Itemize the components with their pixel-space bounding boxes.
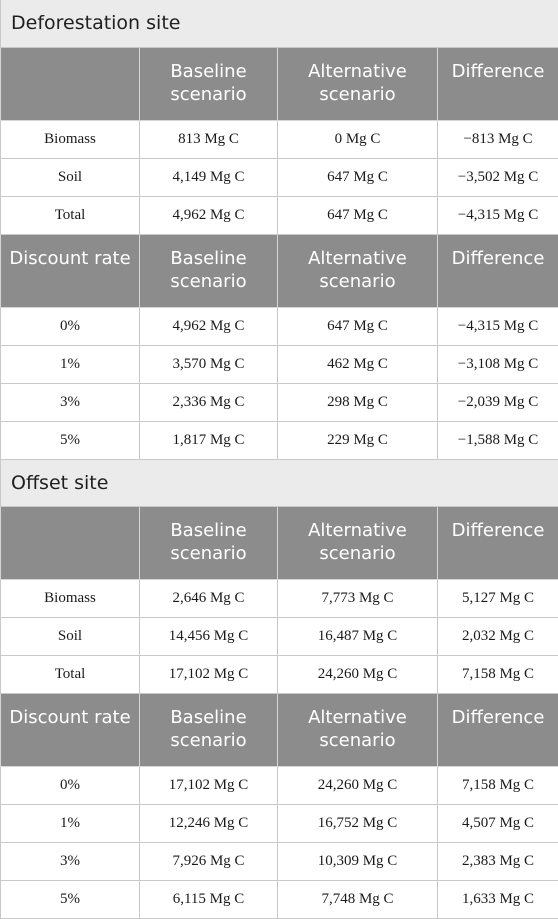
table-cell: 7,158 Mg C [438, 655, 558, 693]
table-cell: 647 Mg C [278, 307, 438, 345]
table-cell: 6,115 Mg C [140, 880, 278, 918]
table-row [1, 880, 558, 918]
table-cell: 2,336 Mg C [140, 383, 278, 421]
row-label: 0% [1, 307, 140, 345]
table-cell: 5,127 Mg C [438, 579, 558, 617]
table-row [1, 655, 558, 693]
table-row [1, 842, 558, 880]
stock-header-row [1, 47, 558, 120]
table-cell: 2,383 Mg C [438, 842, 558, 880]
row-label: Total [1, 196, 140, 234]
table-row [1, 120, 558, 158]
header-cell [1, 506, 140, 579]
table-row [1, 196, 558, 234]
table-cell: 2,032 Mg C [438, 617, 558, 655]
header-cell: Discount rate [1, 693, 140, 766]
table-cell: 3,570 Mg C [140, 345, 278, 383]
table-cell: 24,260 Mg C [278, 655, 438, 693]
header-cell: Alternative scenario [278, 506, 438, 579]
header-cell: Difference [438, 693, 558, 766]
table-cell: 4,149 Mg C [140, 158, 278, 196]
section-title-row [1, 459, 558, 506]
table-cell: 2,646 Mg C [140, 579, 278, 617]
table-row [1, 804, 558, 842]
header-cell [1, 47, 140, 120]
table-cell: 16,752 Mg C [278, 804, 438, 842]
row-label: Biomass [1, 579, 140, 617]
section-title-row [1, 0, 558, 47]
header-cell: Alternative scenario [278, 47, 438, 120]
table-cell: 229 Mg C [278, 421, 438, 459]
table-cell: 17,102 Mg C [140, 655, 278, 693]
table-cell: 4,507 Mg C [438, 804, 558, 842]
table-cell: 12,246 Mg C [140, 804, 278, 842]
stock-header-row [1, 506, 558, 579]
table-cell: 4,962 Mg C [140, 307, 278, 345]
header-cell: Alternative scenario [278, 693, 438, 766]
table-cell: 462 Mg C [278, 345, 438, 383]
table-cell: −1,588 Mg C [438, 421, 558, 459]
row-label: Total [1, 655, 140, 693]
table-cell: 24,260 Mg C [278, 766, 438, 804]
table-cell: −3,502 Mg C [438, 158, 558, 196]
table-row [1, 307, 558, 345]
table-cell: 7,773 Mg C [278, 579, 438, 617]
table-cell: −2,039 Mg C [438, 383, 558, 421]
header-cell: Discount rate [1, 234, 140, 307]
row-label: 5% [1, 421, 140, 459]
row-label: 3% [1, 842, 140, 880]
header-cell: Difference [438, 47, 558, 120]
table-cell: −3,108 Mg C [438, 345, 558, 383]
table-cell: 298 Mg C [278, 383, 438, 421]
row-label: 5% [1, 880, 140, 918]
table-cell: 7,926 Mg C [140, 842, 278, 880]
row-label: 3% [1, 383, 140, 421]
header-cell: Difference [438, 506, 558, 579]
table-cell: −4,315 Mg C [438, 196, 558, 234]
discount-header-row [1, 234, 558, 307]
section-title: Offset site [1, 459, 558, 506]
discount-header-row [1, 693, 558, 766]
table-cell: 813 Mg C [140, 120, 278, 158]
header-cell: Baseline scenario [140, 234, 278, 307]
table-cell: 7,158 Mg C [438, 766, 558, 804]
table-cell: 1,633 Mg C [438, 880, 558, 918]
header-cell: Difference [438, 234, 558, 307]
table-cell: −813 Mg C [438, 120, 558, 158]
table-cell: −4,315 Mg C [438, 307, 558, 345]
table-row [1, 383, 558, 421]
table-cell: 647 Mg C [278, 158, 438, 196]
table-row [1, 766, 558, 804]
table-cell: 14,456 Mg C [140, 617, 278, 655]
row-label: Biomass [1, 120, 140, 158]
row-label: 0% [1, 766, 140, 804]
row-label: 1% [1, 345, 140, 383]
header-cell: Baseline scenario [140, 693, 278, 766]
table-cell: 17,102 Mg C [140, 766, 278, 804]
table-row [1, 617, 558, 655]
header-cell: Alternative scenario [278, 234, 438, 307]
table-cell: 10,309 Mg C [278, 842, 438, 880]
header-cell: Baseline scenario [140, 506, 278, 579]
table-cell: 16,487 Mg C [278, 617, 438, 655]
table-row [1, 421, 558, 459]
row-label: Soil [1, 158, 140, 196]
table-cell: 647 Mg C [278, 196, 438, 234]
table-cell: 4,962 Mg C [140, 196, 278, 234]
table-cell: 0 Mg C [278, 120, 438, 158]
table-cell: 1,817 Mg C [140, 421, 278, 459]
table-row [1, 579, 558, 617]
table-cell: 7,748 Mg C [278, 880, 438, 918]
table-row [1, 345, 558, 383]
table-row [1, 158, 558, 196]
header-cell: Baseline scenario [140, 47, 278, 120]
row-label: Soil [1, 617, 140, 655]
row-label: 1% [1, 804, 140, 842]
section-title: Deforestation site [1, 0, 558, 47]
